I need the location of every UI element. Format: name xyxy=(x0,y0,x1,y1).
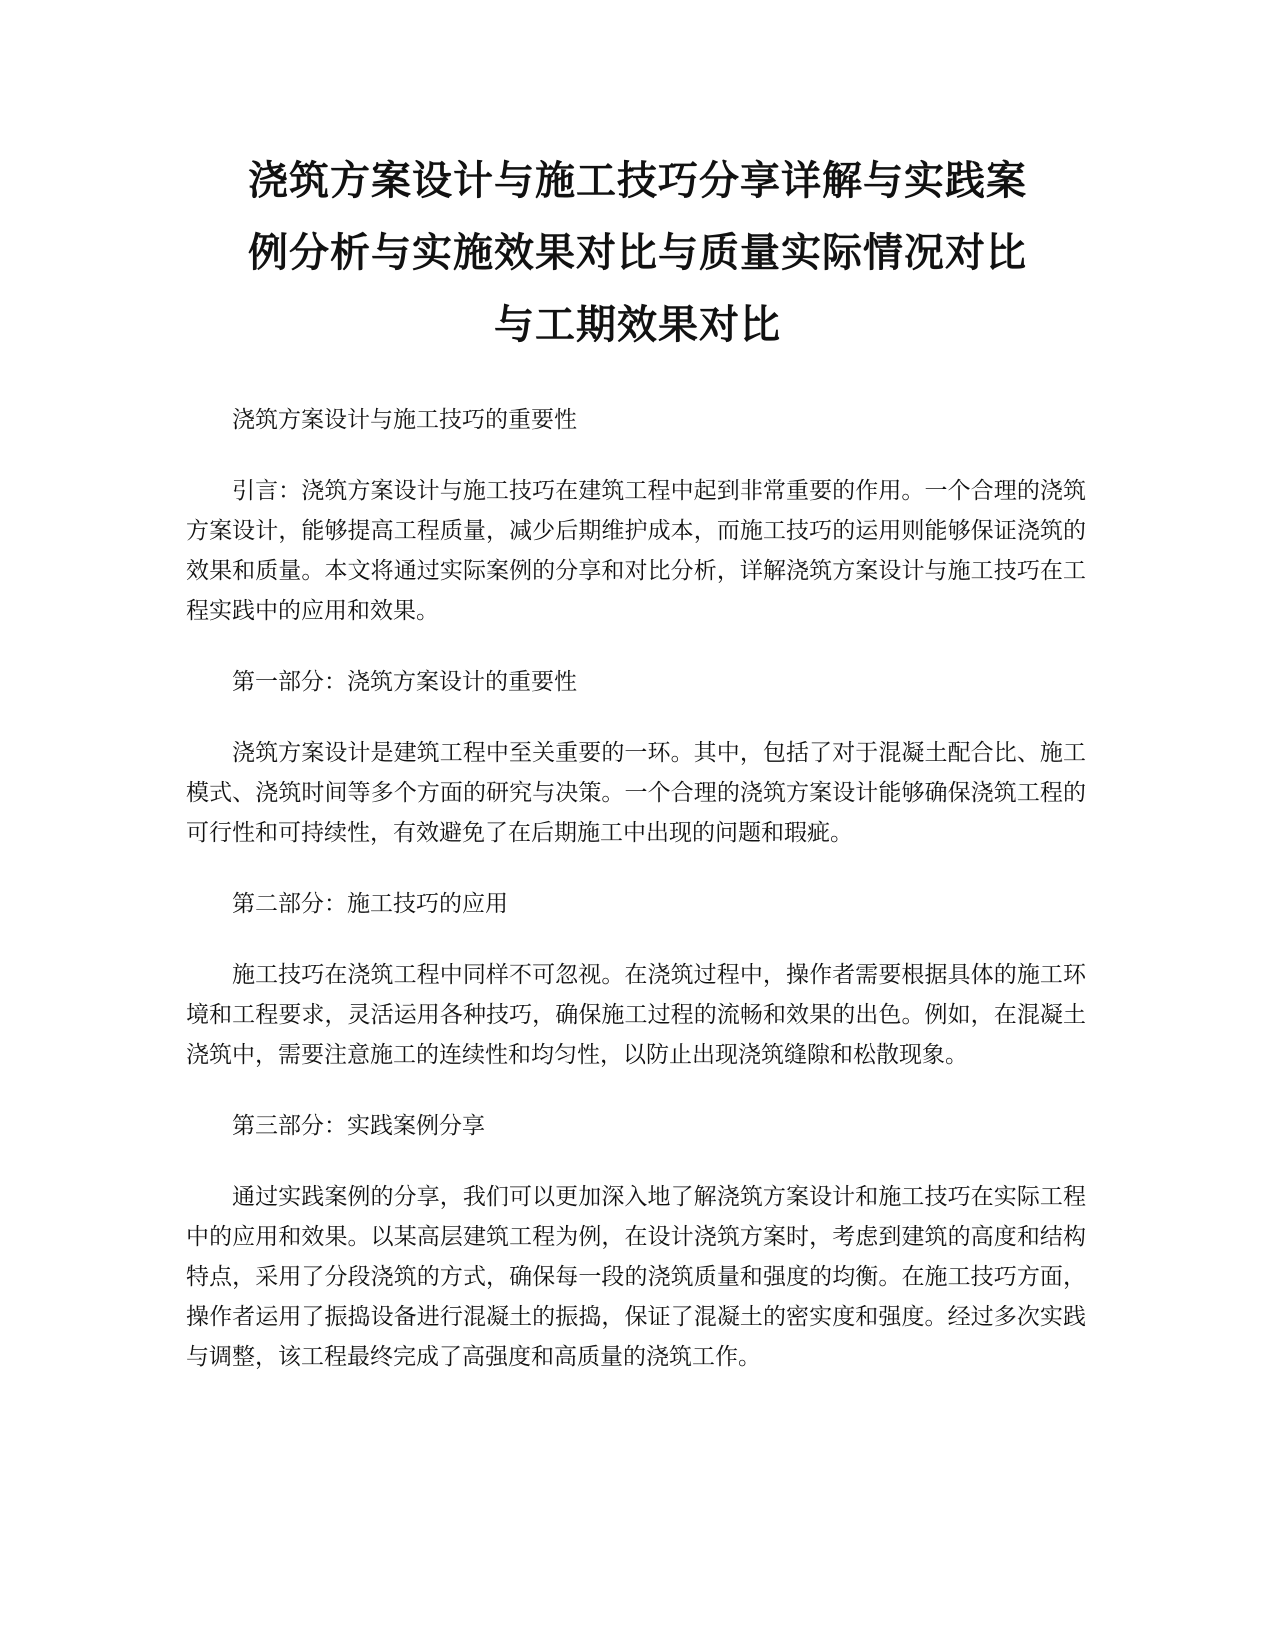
title-line-2: 例分析与实施效果对比与质量实际情况对比 xyxy=(248,230,1027,276)
title-line-3: 与工期效果对比 xyxy=(494,302,781,348)
section-heading-part-one: 第一部分：浇筑方案设计的重要性 xyxy=(232,669,577,695)
section-heading-part-three: 第三部分：实践案例分享 xyxy=(232,1113,485,1139)
document-body xyxy=(186,400,1086,1408)
paragraph-part-two: 施工技巧在浇筑工程中同样不可忽视。在浇筑过程中，操作者需要根据具体的施工环境和工程要求，灵活运用各种技巧，确保施工过程的流畅和效果的出色。例如，在混凝土浇筑中，需要注意施工的连续性和均匀性，以防止出现浇筑缝隙和松散现象。 xyxy=(186,962,1086,1068)
section-heading-importance: 浇筑方案设计与施工技巧的重要性 xyxy=(232,407,577,433)
paragraph-introduction: 引言：浇筑方案设计与施工技巧在建筑工程中起到非常重要的作用。一个合理的浇筑方案设计，能够提高工程质量，减少后期维护成本，而施工技巧的运用则能够保证浇筑的效果和质量。本文将通过实际案例的分享和对比分析，详解浇筑方案设计与施工技巧在工程实践中的应用和效果。 xyxy=(186,478,1086,624)
section-heading-part-two: 第二部分：施工技巧的应用 xyxy=(232,891,508,917)
document-title xyxy=(180,145,1095,361)
paragraph-part-one: 浇筑方案设计是建筑工程中至关重要的一环。其中，包括了对于混凝土配合比、施工模式、浇筑时间等多个方面的研究与决策。一个合理的浇筑方案设计能够确保浇筑工程的可行性和可持续性，有效避免了在后期施工中出现的问题和瑕疵。 xyxy=(186,740,1086,846)
title-line-1: 浇筑方案设计与施工技巧分享详解与实践案 xyxy=(248,158,1027,204)
paragraph-part-three: 通过实践案例的分享，我们可以更加深入地了解浇筑方案设计和施工技巧在实际工程中的应用和效果。以某高层建筑工程为例，在设计浇筑方案时，考虑到建筑的高度和结构特点，采用了分段浇筑的方式，确保每一段的浇筑质量和强度的均衡。在施工技巧方面，操作者运用了振捣设备进行混凝土的振捣，保证了混凝土的密实度和强度。经过多次实践与调整，该工程最终完成了高强度和高质量的浇筑工作。 xyxy=(186,1184,1086,1370)
